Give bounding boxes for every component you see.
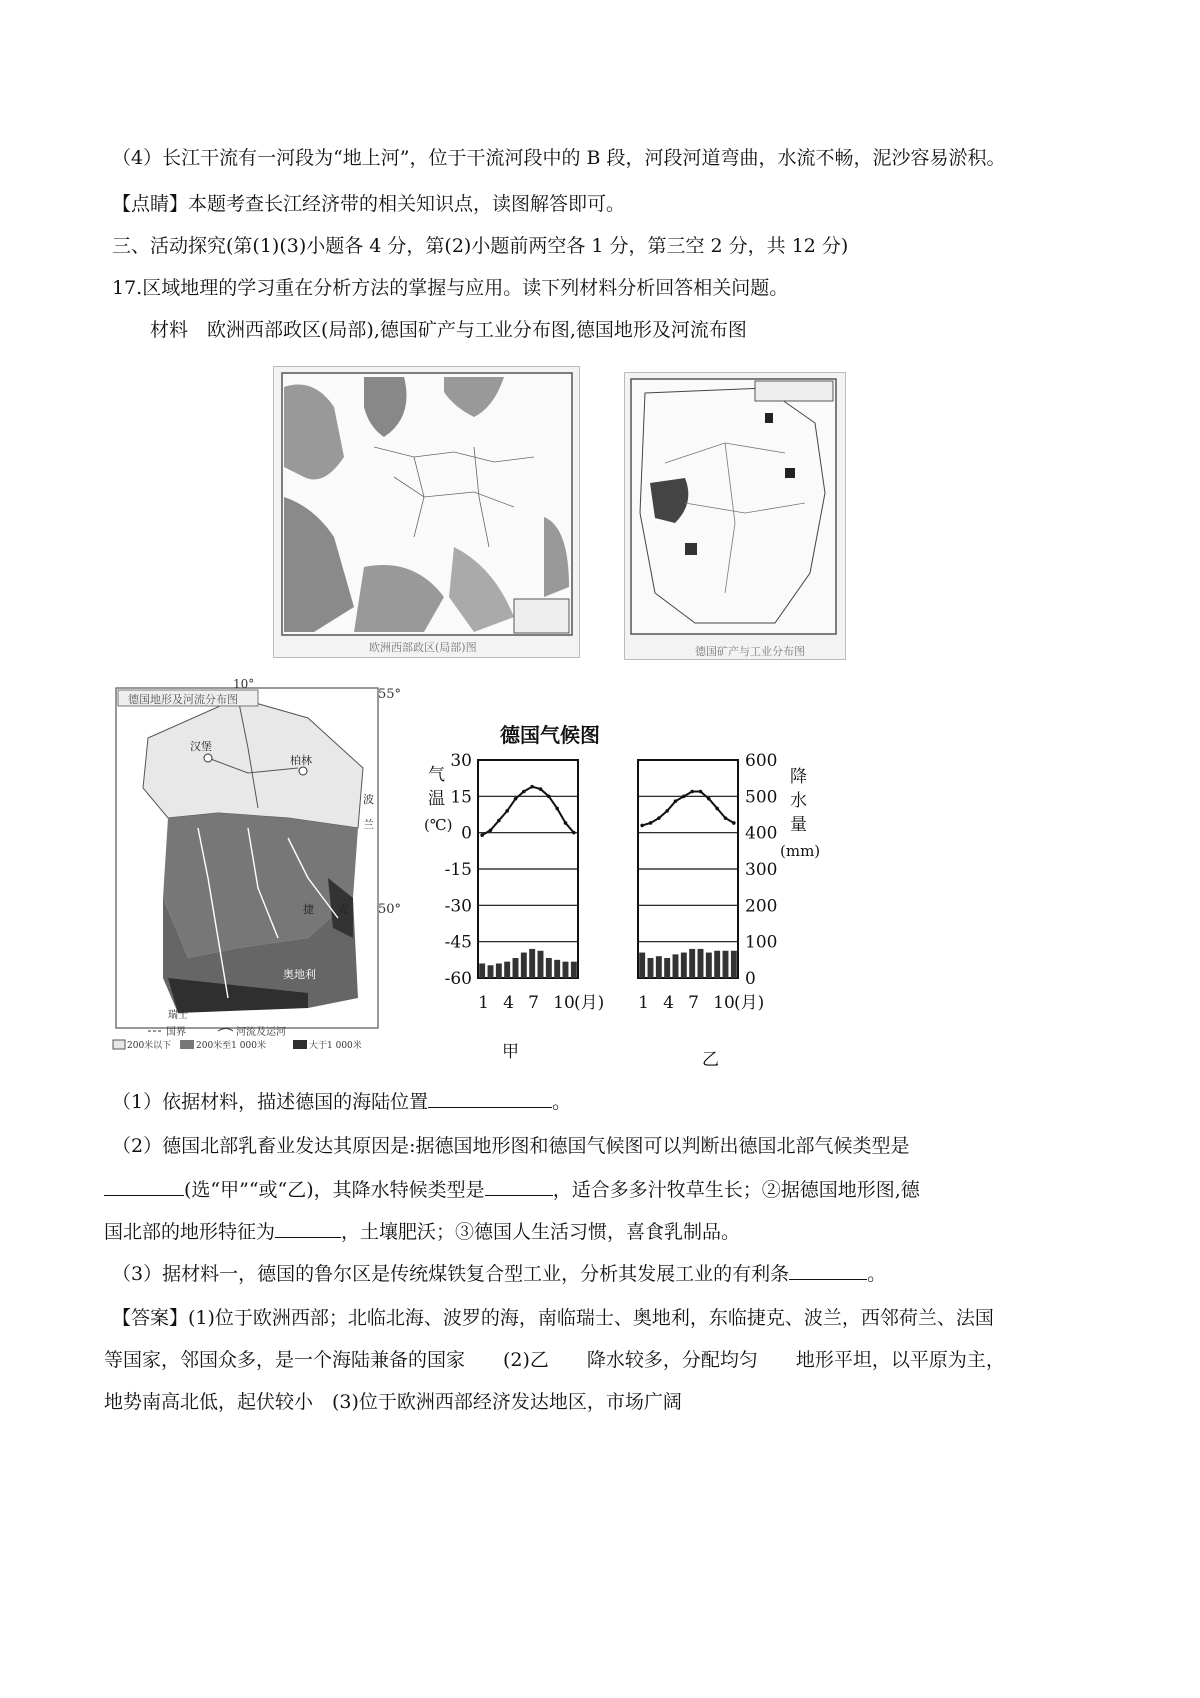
precip-tick-label: 500 (745, 787, 778, 808)
chart-yi-precip-bar (731, 951, 737, 978)
answer-line-3: 地势南高北低，起伏较小 (3)位于欧洲西部经济发达地区，市场广阔 (104, 1391, 682, 1413)
chart-jia-temp-point (539, 787, 543, 791)
climate-chart-figure (420, 720, 870, 1070)
chart-yi-month-tick: 10 (713, 993, 735, 1013)
chart-yi-precip-bar (706, 953, 712, 978)
precip-label-2: 水 (790, 791, 807, 811)
temp-tick-label: 30 (450, 751, 472, 771)
chart-yi-temp-point (724, 816, 728, 820)
temp-tick-label: -60 (444, 969, 472, 989)
chart-jia-precip-bar (538, 951, 544, 978)
chart-yi-precip-bar (664, 958, 670, 978)
chart-jia-precip-bar (563, 962, 569, 978)
chart-jia-precip-bar (546, 958, 552, 978)
question-2-blank-2[interactable] (485, 1177, 553, 1196)
precip-label-1: 降 (790, 767, 807, 787)
chart-jia-precip-bar (496, 963, 502, 978)
chart-yi-precip-bar (723, 951, 729, 978)
chart-yi-label: 乙 (702, 1050, 719, 1070)
chart-jia-month-tick: 10 (553, 993, 575, 1013)
chart-yi-precip-bar (648, 958, 654, 978)
precip-tick-label: 600 (745, 751, 778, 771)
chart-yi-temp-point (649, 821, 653, 825)
question-3-end: 。 (867, 1263, 887, 1285)
precip-tick-label: 200 (745, 896, 778, 917)
precip-tick-label: 300 (745, 860, 778, 880)
chart-yi-temp-point (699, 790, 703, 794)
label-jie: 捷 (303, 903, 314, 916)
label-switzerland: 瑞士 (168, 1010, 188, 1021)
precip-tick-label: 400 (745, 823, 778, 844)
chart-jia-temp-point (522, 790, 526, 794)
chart-yi-temp-point (657, 816, 661, 820)
temp-label-2: 温 (428, 789, 445, 809)
question-1-blank[interactable] (428, 1089, 552, 1108)
question-17: 17.区域地理的学习重在分析方法的掌握与应用。读下列材料分析回答相关问题。 (112, 277, 789, 299)
germany-industry-map-drawing (625, 373, 845, 659)
city-hamburg: 汉堡 (190, 740, 212, 753)
question-2-line-1: （2）德国北部乳畜业发达其原因是:据德国地形图和德国气候图可以判断出德国北部气候类型是 (112, 1135, 910, 1157)
chart-yi-temp-point (674, 799, 678, 803)
question-2-text-3b: ，土壤肥沃；③德国人生活习惯，喜食乳制品。 (341, 1221, 741, 1243)
chart-jia-temp-line (482, 787, 574, 835)
temp-tick-label: -30 (444, 896, 472, 917)
chart-yi-month-tick: 1 (638, 993, 649, 1013)
temp-label-unit: (℃) (424, 816, 453, 834)
chart-jia-temp-point (505, 809, 509, 813)
chart-jia-temp-point (514, 797, 518, 801)
legend-mid: 200米至1 000米 (196, 1041, 266, 1051)
germany-terrain-map (108, 678, 408, 1058)
germany-industry-map-caption: 德国矿产与工业分布图 (695, 645, 805, 658)
temp-label-1: 气 (428, 765, 445, 785)
lat-50-label: 50° (378, 902, 402, 917)
question-2-line-3 (104, 1218, 740, 1246)
legend-low: 200米以下 (127, 1041, 172, 1051)
chart-jia-label: 甲 (502, 1042, 519, 1062)
chart-yi-temp-point (732, 821, 736, 825)
climate-chart (420, 720, 870, 1070)
chart-yi-precip-bar (673, 954, 679, 978)
text-line-1: （4）长江干流有一河段为“地上河”，位于干流河段中的 B 段，河段河道弯曲，水流不畅，泥沙容易淤积。 (112, 147, 1006, 169)
precip-label-unit: (mm) (780, 842, 821, 860)
chart-jia-precip-bar (488, 965, 494, 978)
chart-yi-precip-bar (681, 953, 687, 978)
chart-jia-precip-bar (521, 953, 527, 978)
chart-jia-temp-point (564, 821, 568, 825)
chart-yi-month-tick: 4 (663, 993, 674, 1013)
section-heading: 三、活动探究(第(1)(3)小题各 4 分，第(2)小题前两空各 1 分，第三空 2 分，共 12 分) (112, 235, 849, 257)
chart-yi-precip-bar (656, 956, 662, 978)
chart-yi-month-tick: 7 (688, 993, 699, 1013)
chart-yi-precip-bar (639, 953, 645, 978)
chart-jia-precip-bar (479, 963, 485, 978)
temp-tick-label: -15 (444, 860, 472, 880)
label-austria: 奥地利 (283, 968, 316, 981)
terrain-map-title: 德国地形及河流分布图 (128, 693, 238, 706)
label-lan: 兰 (363, 818, 374, 831)
chart-yi-temp-point (715, 807, 719, 811)
chart-jia-temp-point (555, 807, 559, 811)
chart-jia-temp-point (547, 795, 551, 799)
chart-jia-month-tick: 1 (478, 993, 489, 1013)
chart-yi-temp-point (665, 809, 669, 813)
precip-label-3: 量 (790, 815, 807, 835)
precip-tick-label: 100 (745, 932, 778, 953)
climate-chart-title: 德国气候图 (500, 723, 600, 747)
chart-yi-precip-bar (698, 949, 704, 978)
temp-tick-label: 0 (461, 823, 472, 844)
question-3-text: （3）据材料一，德国的鲁尔区是传统煤铁复合型工业，分析其发展工业的有利条 (112, 1263, 790, 1285)
europe-map-drawing (274, 367, 579, 657)
europe-map (273, 366, 580, 658)
answer-line-2: 等国家，邻国众多，是一个海陆兼备的国家 (2)乙 降水较多，分配均匀 地形平坦，以平原为主， (104, 1349, 1005, 1371)
question-2-text-2b: ，适合多多汁牧草生长；②据德国地形图,德 (552, 1179, 920, 1201)
lat-55-label: 55° (378, 687, 402, 702)
europe-map-caption: 欧洲西部政区(局部)图 (369, 641, 477, 654)
chart-jia-month-tick: 4 (503, 993, 514, 1013)
chart-jia-temp-point (530, 785, 534, 789)
chart-jia-month-tick: (月) (574, 993, 605, 1013)
chart-jia-precip-bar (529, 949, 535, 978)
temp-tick-label: 15 (450, 787, 472, 808)
material-caption: 材料 欧洲西部政区(局部),德国矿产与工业分布图,德国地形及河流布图 (150, 319, 747, 341)
chart-jia-temp-point (480, 833, 484, 837)
question-3 (112, 1260, 886, 1288)
chart-yi-temp-point (640, 824, 644, 828)
question-2-line-2 (104, 1176, 920, 1204)
chart-yi-temp-point (690, 790, 694, 794)
chart-yi-temp-point (707, 797, 711, 801)
germany-industry-map (624, 372, 846, 660)
chart-jia-month-tick: 7 (528, 993, 539, 1013)
question-2-blank-1[interactable] (104, 1177, 184, 1196)
temp-tick-label: -45 (444, 932, 472, 953)
question-2-blank-3[interactable] (275, 1219, 341, 1238)
question-3-blank[interactable] (789, 1261, 867, 1280)
question-1-end: 。 (552, 1091, 572, 1113)
chart-jia-temp-point (572, 831, 576, 835)
chart-jia-precip-bar (513, 958, 519, 978)
question-2-text-2a: (选“甲”“或“乙)，其降水特候类型是 (184, 1179, 485, 1201)
chart-yi-precip-bar (689, 949, 695, 978)
chart-yi-month-tick: (月) (734, 993, 765, 1013)
chart-jia-precip-bar (504, 962, 510, 978)
label-ke: 克 (338, 903, 349, 916)
chart-yi-precip-bar (714, 951, 720, 978)
text-line-2: 【点睛】本题考查长江经济带的相关知识点，读图解答即可。 (112, 193, 626, 215)
legend-river: 河流及运河 (236, 1027, 286, 1038)
germany-terrain-map-drawing (108, 678, 408, 1058)
legend-border: 国界 (166, 1027, 186, 1038)
question-1 (112, 1088, 571, 1116)
legend-high: 大于1 000米 (309, 1041, 362, 1051)
question-2-text-3a: 国北部的地形特征为 (104, 1221, 276, 1243)
chart-jia-temp-point (489, 828, 493, 832)
city-berlin: 柏林 (290, 754, 312, 767)
precip-tick-label: 0 (745, 969, 756, 989)
lon-10-label: 10° (233, 678, 255, 691)
chart-jia-precip-bar (554, 960, 560, 978)
chart-jia-temp-point (497, 819, 501, 823)
label-bo: 波 (363, 793, 374, 806)
chart-yi-temp-point (682, 795, 686, 799)
chart-jia-precip-bar (571, 962, 577, 978)
question-1-text: （1）依据材料，描述德国的海陆位置 (112, 1091, 429, 1113)
answer-line-1: 【答案】(1)位于欧洲西部；北临北海、波罗的海，南临瑞士、奥地利，东临捷克、波兰，西邻荷兰、法国 (112, 1307, 994, 1329)
